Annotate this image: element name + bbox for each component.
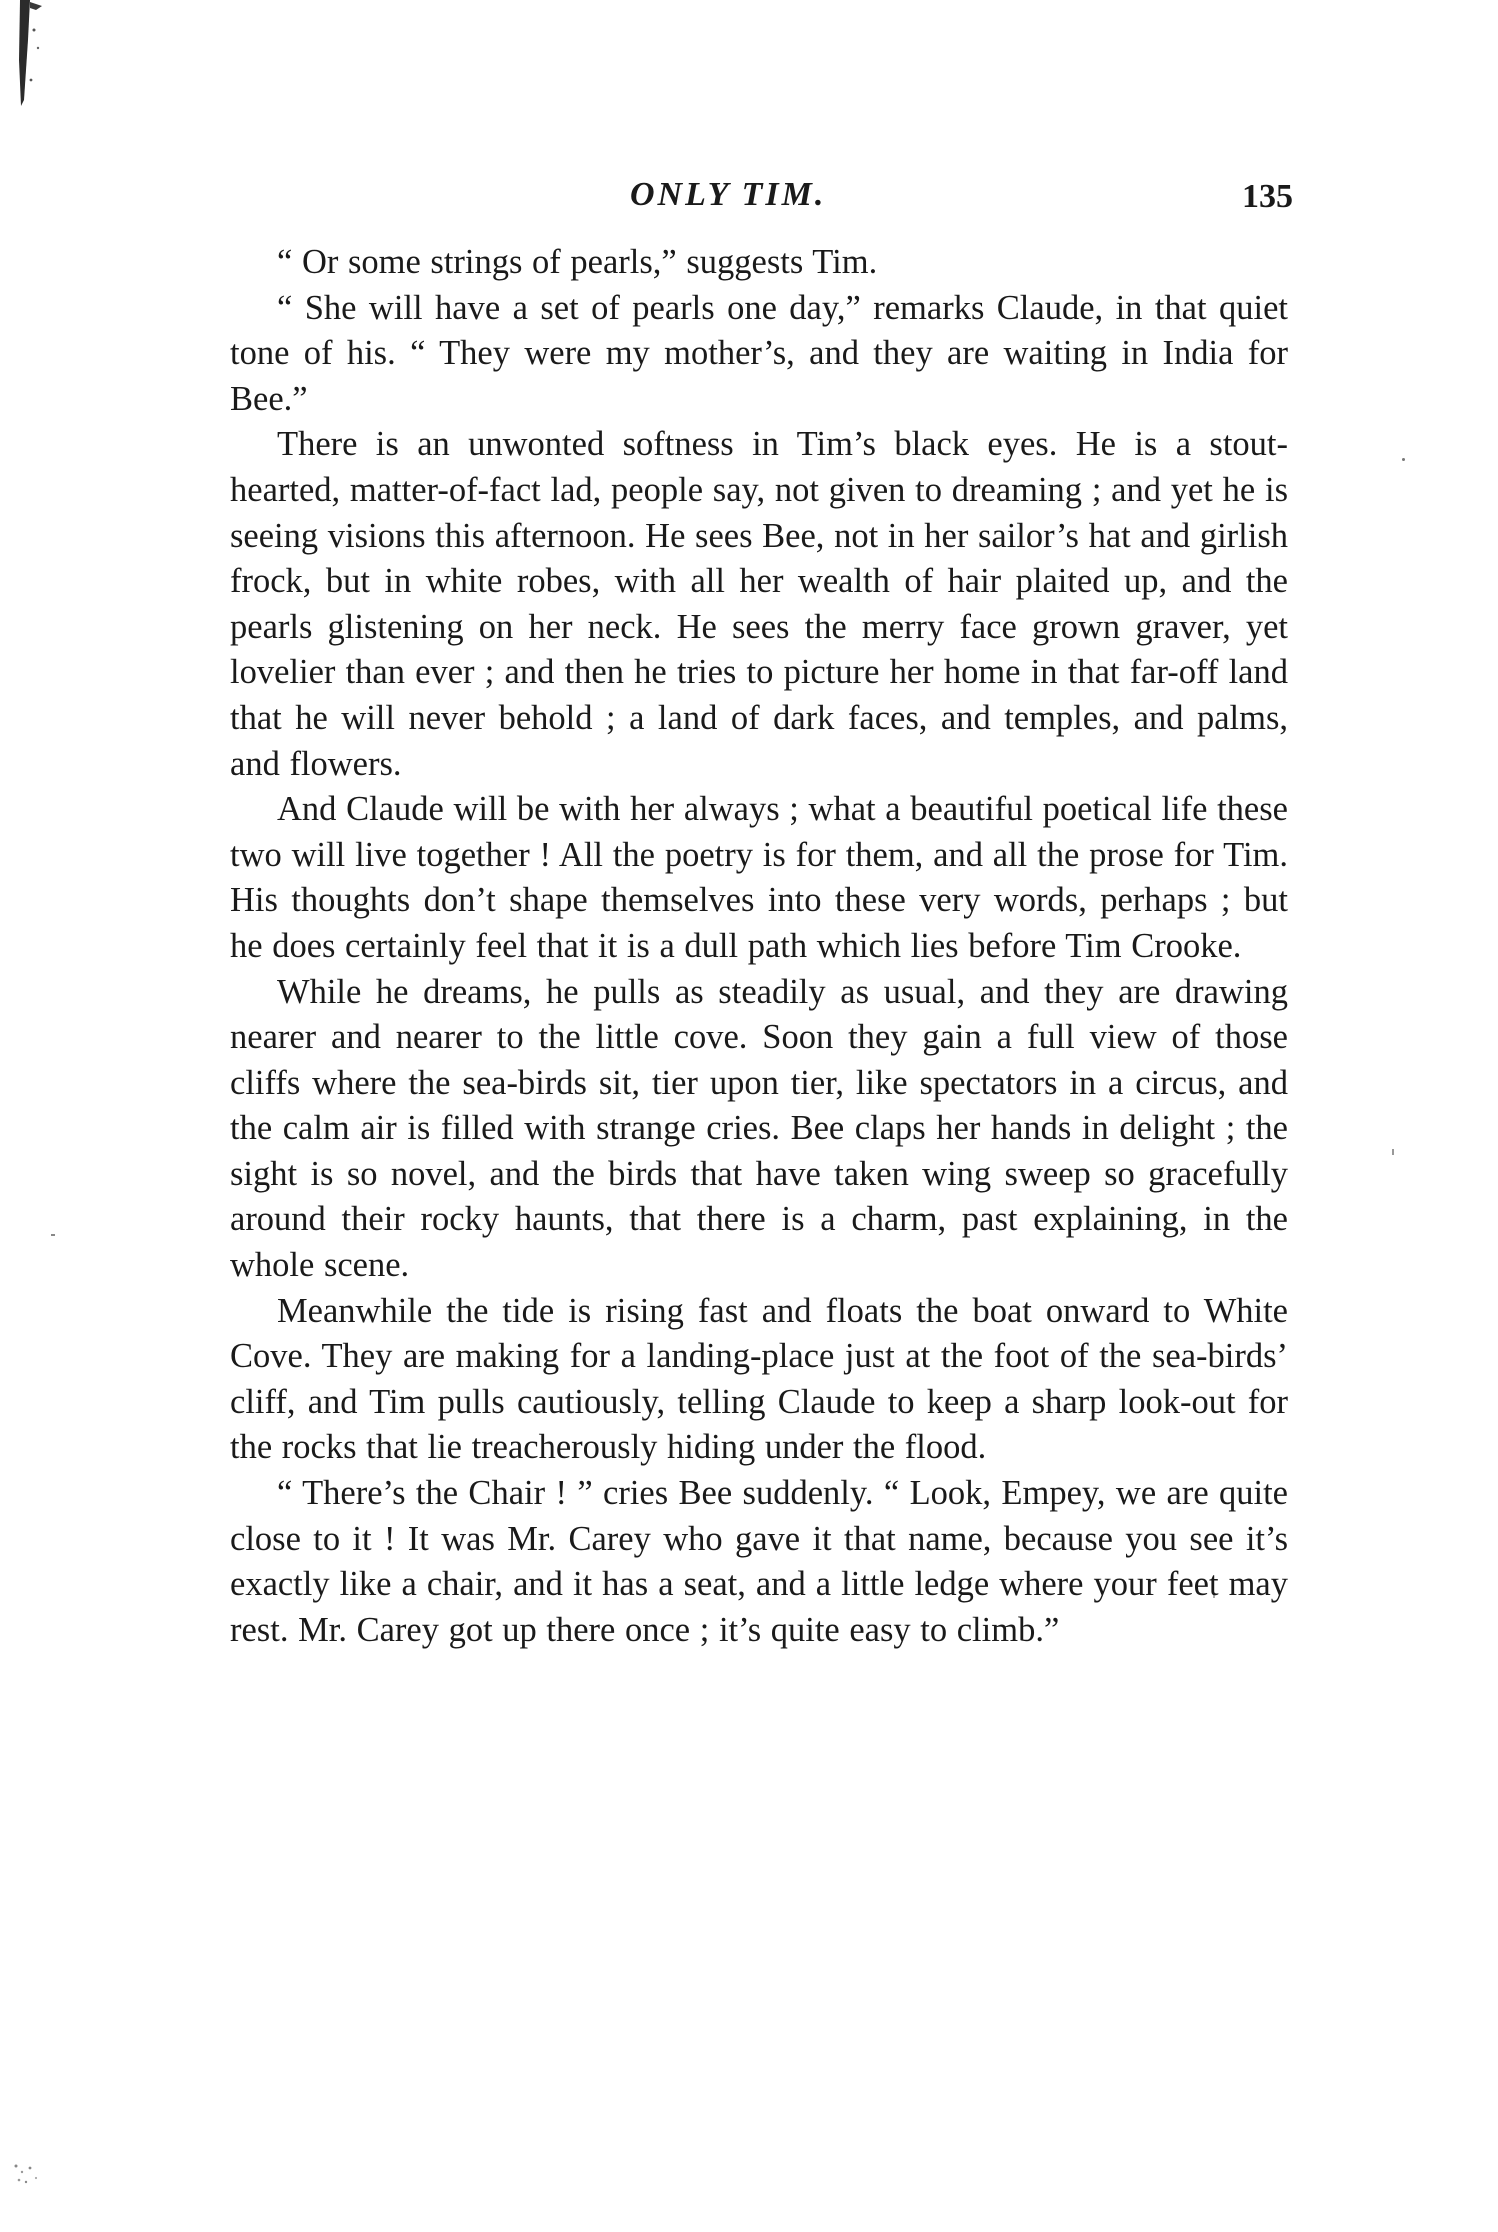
binding-mark	[16, 0, 50, 110]
page-speck	[51, 1234, 55, 1236]
paragraph: And Claude will be with her always ; what a beautiful poetical life these two will live together ! All the poetry is for them, and all the prose for Tim. His thoughts don’t shape themselves into these very words, perhaps ; but he does certainly feel that it is a dull path which lies before Tim Crooke.	[230, 790, 1288, 965]
running-title: ONLY TIM.	[630, 176, 827, 213]
page-speckle	[10, 2158, 46, 2188]
running-head	[0, 168, 1498, 228]
paragraph: “ Or some strings of pearls,” suggests Tim.	[277, 243, 878, 281]
page-number: 135	[1242, 178, 1293, 215]
page-speck	[1392, 1149, 1394, 1155]
paragraph: Meanwhile the tide is rising fast and floats the boat onward to White Cove. They are making for a landing-place just at the foot of the sea-birds’ cliff, and Tim pulls cautiously, telling Claude to keep a sharp look-out for the rocks that lie treacherously hiding under the flood.	[230, 1291, 1288, 1467]
paragraph: “ She will have a set of pearls one day,” remarks Claude, in that quiet tone of his. “ They were my mother’s, and they are waiting in India for Bee.”	[230, 288, 1288, 418]
body-text	[230, 240, 1288, 1653]
paragraph: There is an unwonted softness in Tim’s black eyes. He is a stout-hearted, matter-of-fact lad, people say, not given to dreaming ; and yet he is seeing visions this afternoon. He sees Bee, not in her sailor’s hat and girlish frock, but in white robes, with all her wealth of hair plaited up, and the pearls glistening on her neck. He sees the merry face grown graver, yet lovelier than ever ; and then he tries to picture her home in that far-off land that he will never behold ; a land of dark faces, and temples, and palms, and flowers.	[230, 425, 1288, 783]
paragraph: While he dreams, he pulls as steadily as usual, and they are drawing nearer and nearer to the little cove. Soon they gain a full view of those cliffs where the sea-birds sit, tier upon tier, like spectators in a circus, and the calm air is filled with strange cries. Bee claps her hands in delight ; the sight is so novel, and the birds that have taken wing sweep so gracefully around their rocky haunts, that there is a charm, past explaining, in the whole scene.	[230, 972, 1288, 1285]
paragraph: “ There’s the Chair ! ” cries Bee suddenly. “ Look, Empey, we are quite close to it ! It was Mr. Carey who gave it that name, because you see it’s exactly like a chair, and it has a seat, and a little ledge where your feet may rest. Mr. Carey got up there once ; it’s quite easy to climb.”	[230, 1474, 1288, 1649]
page-speck	[1402, 458, 1405, 461]
